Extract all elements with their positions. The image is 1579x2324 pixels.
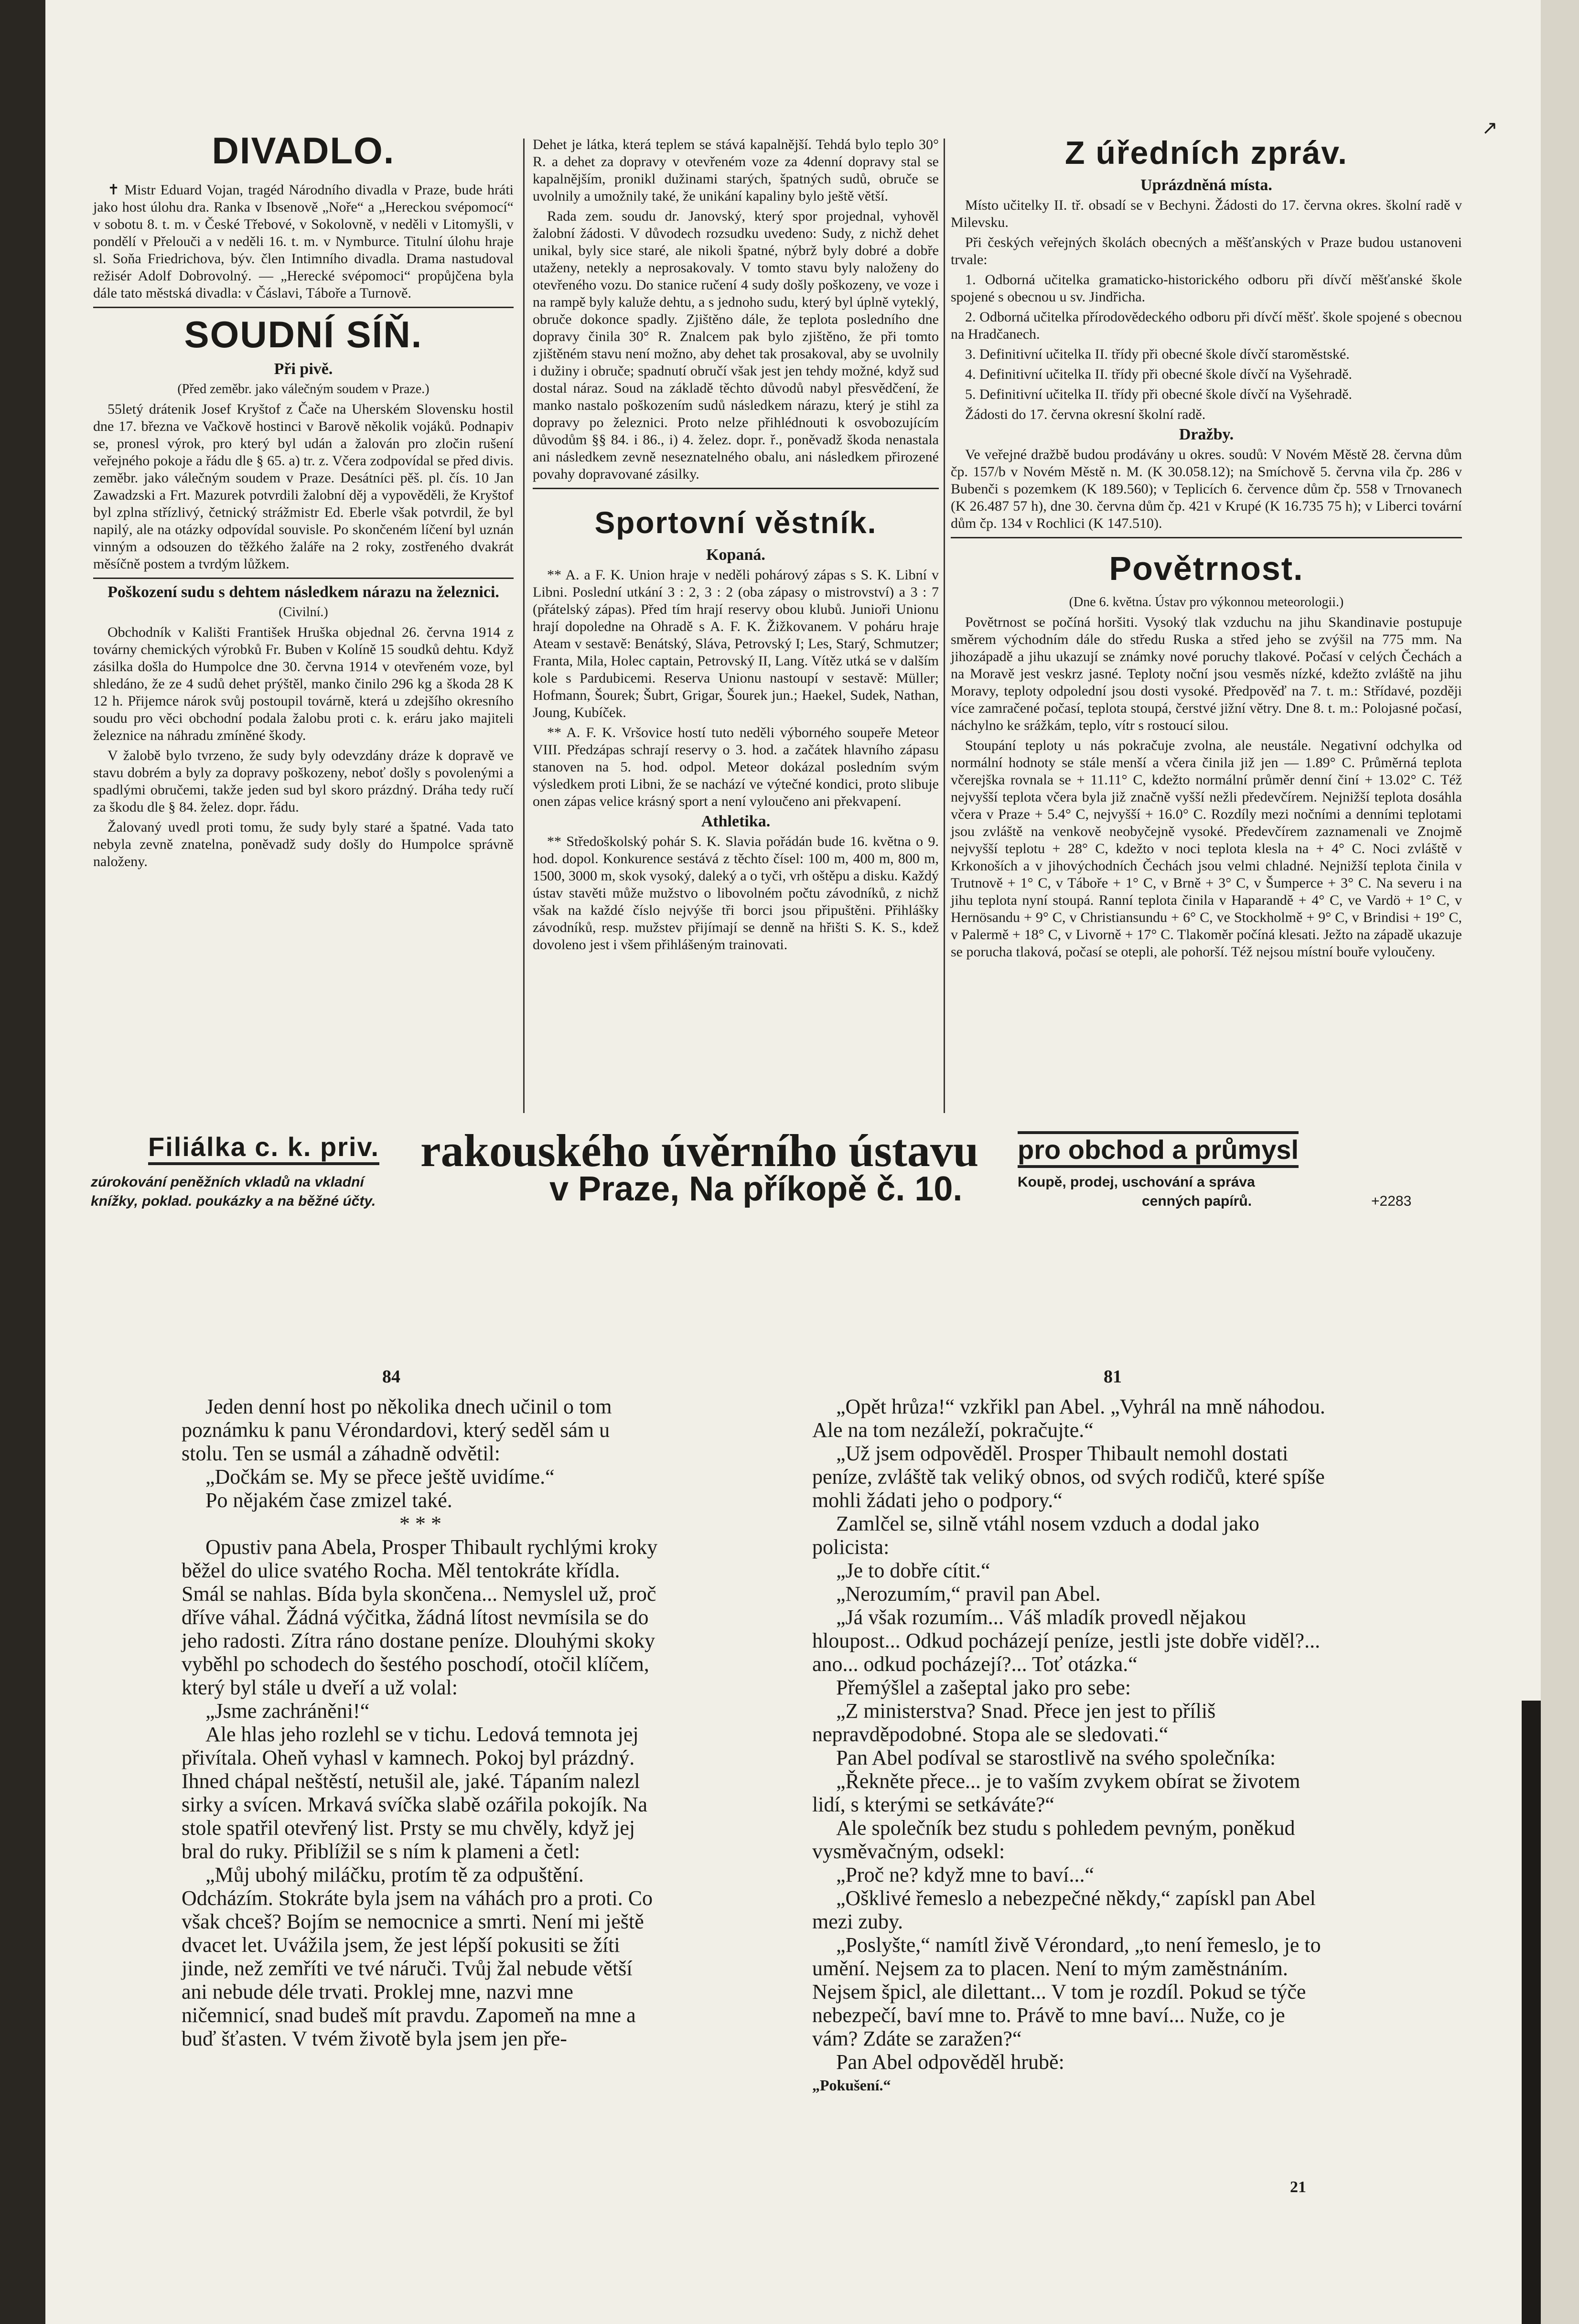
paragraph: „Opět hrůza!“ vzkřikl pan Abel. „Vyhrál na mně náhodou. Ale na tom nezáleží, pokračujte.“	[812, 1395, 1325, 1442]
newspaper-column-1	[93, 129, 514, 873]
paragraph: Zamlčel se, silně vtáhl nosem vzduch a dodal jako policista:	[812, 1512, 1259, 1559]
article-body: ** A. F. K. Vršovice hostí tuto neděli výborného soupeře Meteor VIII. Předzápas schrají reservy o 3. hod. a začátek hlavního zápasu stanoven na 5. hod. odpol. Meteor dokázal posledním svým výsledkem proti Libni, že se nachází ve výtečné kondici, proto slibuje onen zápas velice krásný sport a není vyloučeno ani překvapení.	[533, 725, 939, 809]
article-body: Při českých veřejných školách obecných a měšťanských v Praze budou ustanoveni trvale:	[951, 235, 1462, 268]
sportovni-vestnik-heading: Sportovní věstník.	[594, 505, 877, 540]
article-subtitle: (Před zeměbr. jako válečným soudem v Praze.)	[177, 382, 430, 396]
article-body: Obchodník v Kališti František Hruška objednal 26. června 1914 z továrny chemických výrobků Fr. Buben v Kolíně 15 soudků dehtu. Když zásilka došla do Humpolce dne 30. června 1914 v otevřeném voze, byl shledáno, že ze 4 sudů dehet prýštěl, manko činilo 296 kg a škoda 28 K 12 h. Přijemce nárok svůj postoupil továrně, která u zdejšího okresního soudu pro věci obchodní podala žalobu proti c. k. eráru jako majiteli železnice na náhradu zmíněné škody.	[93, 624, 514, 743]
section-title: Kopaná.	[706, 546, 765, 564]
scan-dark-strip	[1522, 1701, 1541, 2324]
column-divider	[944, 139, 945, 1113]
divider	[533, 488, 939, 489]
paragraph: „Nerozumím,“ pravil pan Abel.	[836, 1582, 1101, 1606]
uredni-zpravy-heading: Z úředních zpráv.	[1065, 135, 1348, 171]
divider	[951, 537, 1462, 538]
paragraph: „Proč ne? když mne to baví...“	[836, 1863, 1095, 1886]
scan-right-edge	[1541, 0, 1579, 2324]
paragraph: „Ošklivé řemeslo a nebezpečné někdy,“ zapískl pan Abel mezi zuby.	[812, 1886, 1316, 1933]
column-divider	[523, 139, 525, 1113]
soudni-sin-heading: SOUDNÍ SÍŇ.	[184, 313, 423, 355]
ad-filialka: Filiálka c. k. priv.	[148, 1131, 379, 1165]
paragraph: Ale společník bez studu s pohledem pevným, poněkud vysměvačným, odsekl:	[812, 1816, 1295, 1863]
article-body: 55letý drátenik Josef Kryštof z Čače na Uherském Slovensku hostil dne 17. března ve Vačkově hostinci v Barově několik vojáků. Podnapiv se, pronesl výrok, pro který byl udán a žalován pro zločin rušení veřejného pokoje a řádu dle § 65. a) tr. z. Včera zodpovídal se před divis. zeměbr. jako válečným soudem v Praze. Desátníci pěš. pl. čís. 10 Jan Zawadzski a Frt. Mazurek potvrdili žalobní děj a vypověděli, že Kryštof byl zplna střízlivý, četnický strážmistr Ed. Eberle však potvrdil, že byl napilý, ale na otázky odpovídal souvisle. Po skončeném líčení byl uznán vinným a odsouzen do těžkého žaláře na 2 roky, zostřeného dvakrát měsíčně postem a tvrdým lůžkem.	[93, 401, 514, 572]
paragraph: „Já však rozumím... Váš mladík provedl nějakou hloupost... Odkud pocházejí peníze, jestli jste dobře viděl?... ano... odkud pocházejí?... Toť otázka.“	[812, 1606, 1321, 1676]
article-body: 1. Odborná učitelka gramaticko-historického odboru při dívčí měšťanské škole spojené s obecnou u sv. Jindřicha.	[951, 272, 1462, 305]
paragraph: „Můj ubohý miláčku, protím tě za odpuštění. Odcházím. Stokráte byla jsem na váhách pro a proti. Co však chceš? Bojím se nemocnice a smrti. Není mi ještě dvacet let. Uvážila jsem, že jest lépší pokusiti se žíti jinde, než zemříti ve tvé náruči. Tvůj žal nebude větší ani nebude déle trvati. Proklej mne, nazvi mne ničemnicí, snad budeš mít pravdu. Zapomeň na mne a buď šťasten. V tvém životě byla jsem jen pře-	[182, 1863, 653, 2050]
book-page-number-left: 84	[382, 1367, 400, 1387]
article-body: Povětrnost se počíná horšiti. Vysoký tlak vzduchu na jihu Skandinavie postupuje směrem východním dále do středu Ruska a střed jeho se zvýšil na 775 mm. Na jihozápadě a jihu ukazují se známky nové poruchy tlakové. Počasí v celých Čechách a na Moravě jest veskrz jasné. Teploty noční jsou vesměs nízké, kdežto zvláště na jihu Moravy, teploty odpolední jsou dosti vysoké. Předpověď na 7. t. m.: Střídavé, později více zamračené počasí, teplota stoupá, čerstvé jižní větry. Dne 8. t. m.: Polojasné počasí, náchylno ke srážkám, teplo, vítr s rostoucí silou.	[951, 614, 1462, 733]
book-page-left	[182, 1395, 659, 2050]
ad-address: v Praze, Na příkopě č. 10.	[549, 1170, 963, 1208]
paragraph: Po nějakém čase zmizel také.	[205, 1489, 452, 1512]
article-body: Dehet je látka, která teplem se stává kapalnější. Tehdá bylo teplo 30° R. a dehet za dopravy v otevřeném voze za 4denní dopravy stal se kapalnějším, pronikl dužinami starých, špatných sudů, obruče se uvolnily a umožnily také, že unikání kapaliny bylo ještě větší.	[533, 137, 939, 204]
paragraph: Přemýšlel a zašeptal jako pro sebe:	[836, 1676, 1131, 1699]
article-body: 4. Definitivní učitelka II. třídy při obecné škole dívčí na Vyšehradě.	[965, 366, 1353, 382]
ad-bank-name: rakouského úvěrního ústavu	[420, 1125, 979, 1176]
divider	[93, 307, 514, 308]
paragraph: „Řekněte přece... je to vaším zvykem obírat se životem lidí, s kterými se setkáváte?“	[812, 1769, 1300, 1816]
povetrnost-heading: Povětrnost.	[1109, 550, 1304, 587]
article-title: Při pivě.	[274, 360, 333, 378]
section-break: * * *	[399, 1512, 441, 1535]
paragraph: „Už jsem odpověděl. Prosper Thibault nemohl dostati peníze, zvláště tak veliký obnos, od svých rodičů, které spíše mohli žádati jeho o podpory.“	[812, 1442, 1325, 1512]
article-body: Stoupání teploty u nás pokračuje zvolna, ale neustále. Negativní odchylka od normální hodnoty se stále menší a včera činila již jen — 1.89° C. Průměrná teplota včerejška rovnala se + 11.11° C, kdežto normální průměr denní činí + 13.02° C. Též nejvyšší teplota včera byla již značně vyšší nežli předevčírem. Nejnižší teplota dosáhla včera v Praze + 5.4° C, nejvyšší + 16.0° C. Rozdíly mezi nočními a denními teplotami jsou zvláště na venkově neobyčejně vysoké. Předevčírem zaznamenali ve Znojmě nejvyšší teplotu + 28° C, kdežto v noci teplota klesla na + 4° C. Noci zvláště v Krkonoších a v jihovýchodních Čechách jsou velmi chladné. Nejnižší teplota činila v Trutnově + 1° C, v Táboře + 1° C, v Brně + 3° C, v Šumperce + 3° C. Na severu i na jihu teplota nyní stoupá. Ranní teplota činila v Haparandě + 4° C, ve Vardö + 1° C, v Hernösandu + 9° C, v Christiansundu + 6° C, ve Stockholmě + 9° C, v Brindisi + 19° C, v Palermě + 18° C, v Livorně + 17° C. Tlakoměr počíná klesati. Ježto na západě ukazuje se porucha tlaková, počasí se otepli, ale pohorší. Též nejsou místní bouře vyloučeny.	[951, 738, 1462, 960]
paragraph: „Je to dobře cítit.“	[836, 1559, 990, 1582]
article-body: 5. Definitivní učitelka II. třídy při obecné škole dívčí na Vyšehradě.	[965, 386, 1353, 402]
scan-left-edge	[0, 0, 45, 2324]
article-body: V žalobě bylo tvrzeno, že sudy byly odevzdány dráze k dopravě ve stavu dobrém a byly za dopravy poškozeny, neboť došly s povolenými a spadlými obručemi, takže jeden sud byl skoro prázdný. Dráha tedy ručí za škodu dle § 84. želez. dopr. řádu.	[93, 748, 514, 815]
newspaper-column-2	[533, 136, 939, 956]
bank-advertisement	[91, 1122, 1462, 1255]
ad-services-line-2: knížky, poklad. poukázky a na běžné účty.	[91, 1193, 376, 1209]
paragraph: „Dočkám se. My se přece ještě uvidíme.“	[205, 1465, 555, 1489]
paragraph: „Poslyšte,“ namítl živě Vérondard, „to není řemeslo, je to umění. Nejsem za to placen. Není to mým zaměstnáním. Nejsem špicl, ale dilettant... V tom je rozdíl. Pokud se týče nebezpečí, baví mne to. Právě to mne baví... Nuže, co je vám? Zdáte se zaražen?“	[812, 1933, 1321, 2050]
divadlo-article: ✝ Mistr Eduard Vojan, tragéd Národního divadla v Praze, bude hráti jako host úlohu dra. Ranka v Ibsenově „Noře“ a „Hereckou svépomocí“ v sobotu 8. t. m. v České Třebové, v Sokolovně, v neděli v Litomyšli, v pondělí v Přelouči a v neděli 16. t. m. v Nymburce. Titulní úlohu hraje sl. Soňa Friedrichova, býv. člen Intimního divadla. Drama nastudoval režisér Adolf Dobrovolný. — „Herecké svépomoci“ propůjčena byla dále tato městská divadla: v Čáslavi, Táboře a Turnově.	[93, 182, 514, 301]
article-body: Ve veřejné dražbě budou prodávány u okres. soudů: V Novém Městě 28. června dům čp. 157/b v Novém Městě n. M. (K 30.058.12); na Smíchově 5. června vila čp. 286 v Bubenči s pozemkem (K 189.560); v Teplicích 6. července dům čp. 558 v Trnovanech (K 26.487 57 h), dne 30. června dům čp. 421 v Krupé (K 16.735 75 h); v Liberci tovární dům čp. 134 v Rochlici (K 147.510).	[951, 447, 1462, 531]
article-body: Místo učitelky II. tř. obsadí se v Bechyni. Žádosti do 17. června okres. školní radě v Milevsku.	[951, 197, 1462, 230]
ad-code: +2283	[1371, 1193, 1412, 1209]
section-title: Dražby.	[1179, 426, 1234, 443]
article-title: Poškození sudu s dehtem následkem nárazu na železnici.	[107, 583, 499, 601]
book-footer-number: 21	[1290, 2178, 1306, 2196]
paragraph: „Jsme zachráněni!“	[205, 1699, 370, 1723]
ad-securities-line-1: Koupě, prodej, uschování a správa	[1018, 1174, 1255, 1190]
article-body: ** Středoškolský pohár S. K. Slavia pořádán bude 16. května o 9. hod. dopol. Konkurence sestává z těchto čísel: 100 m, 400 m, 800 m, 1500, 3000 m, skok vysoký, daleký a o tyči, vrh oštěpu a disku. Každý ústav stavěti může mužstvo o libovolném počtu závodníků, z nichž však na každé číslo nejvýše tři borci jsou připuštěni. Přihlášky závodníků, resp. mužstev přijímají se denně na hřišti S. K. S., kdež dovoleno jest i všem přihlášeným trainovati.	[533, 834, 939, 953]
paragraph: Opustiv pana Abela, Prosper Thibault rychlými kroky běžel do ulice svatého Rocha. Měl tentokráte křídla. Smál se nahlas. Bída byla skončena... Nemyslel už, proč dříve váhal. Žádná výčitka, žádná lítost nevmísila se do jeho radosti. Zítra ráno dostane peníze. Dlouhými skoky vyběhl po schodech do šestého poschodí, otočil klíčem, který byl stále u dveří a už volal:	[182, 1535, 658, 1699]
section-title: Uprázdněná místa.	[1140, 176, 1272, 194]
section-title: Athletika.	[701, 813, 771, 830]
article-body: Rada zem. soudu dr. Janovský, který spor projednal, vyhověl žalobní žádosti. V důvodech rozsudku uvedeno: Sudy, z nichž dehet unikal, byly sice staré, ale nikoli špatné, nýbrž byly dobré a dobře utaženy, netekly a neprosakovaly. V tomto stavu byly naloženy do otevřeného vozu. Do stanice ručení 4 sudy došly poškozeny, ve voze i na rampě byly kaluže dehtu, a s jednoho sudu, který byl úplně vyteklý, obruče dokonce spadly. Zjištěno dále, že teplota posledního dne dopravy činila 30° R. Znalcem pak bylo zjištěno, že při tomto zjištěném stavu není možno, aby dehet tak prosakoval, aby se uvolnily i dužiny i obruče; spadnutí obručí však jest jen tehdy možné, když sud dostal náraz. Soud na základě těchto důvodů nabyl přesvědčení, že manko nastalo poškozením sudů následkem nárazu, který je stihl za dopravy po železnici. Proto nelze přihlédnouti k osvobozujícím důvodům §§ 84. i 86., i) 4. želez. dopr. ř., poněvadž škoda nenastala ani následkem zevně neseznatelného obalu, ani následkem přirozené povahy dopravované zásilky.	[533, 208, 939, 482]
article-body: ** A. a F. K. Union hraje v neděli pohárový zápas s S. K. Libní v Libni. Poslední utkání 3 : 2, 3 : 2 (oba zápasy o mistrovství) a 3 : 7 (přátelský zápas). Před tím hrají reservy obou klubů. Junioři Unionu hrají dopoledne na Ohradě s A. F. K. Žižkovanem. V poháru hraje Ateam v sestavě: Benátský, Sláva, Petrovský I; Les, Starý, Schmutzer; Franta, Mila, Holec captain, Petrovský II, Lang. Vítěz utká se v dalším kole s Pardubicemi. Reserva Unionu nastoupí v sestavě: Müller; Hofmann, Šourek; Šubrt, Grigar, Šourek jun.; Haekel, Sudek, Nathan, Joung, Kubíček.	[533, 567, 939, 720]
article-subtitle: (Civilní.)	[279, 605, 328, 620]
article-body: Žalovaný uvedl proti tomu, že sudy byly staré a špatné. Vada tato nebyla zevně znatelna, poněvadž sudy došly do Humpolce správně naloženy.	[93, 819, 514, 869]
book-page-number-right: 81	[1104, 1367, 1122, 1387]
article-body: 3. Definitivní učitelka II. třídy při obecné škole dívčí staroměstské.	[965, 346, 1350, 362]
article-body: 2. Odborná učitelka přírodovědeckého odboru při dívčí měšť. škole spojené s obecnou na Hradčanech.	[951, 309, 1462, 342]
ad-services-line-1: zúrokování peněžních vkladů na vkladní	[91, 1174, 364, 1190]
article-subtitle: (Dne 6. května. Ústav pro výkonnou meteorologii.)	[1069, 595, 1344, 610]
divadlo-heading: DIVADLO.	[212, 129, 395, 171]
article-body: Žádosti do 17. června okresní školní radě.	[965, 407, 1206, 422]
paragraph: Pan Abel podíval se starostlivě na svého společníka:	[836, 1746, 1276, 1769]
newspaper-column-3	[951, 134, 1462, 964]
paragraph: Pan Abel odpověděl hrubě:	[836, 2050, 1064, 2074]
scan-mark-icon: ↗	[1482, 117, 1498, 139]
book-footer-title: „Pokušení.“	[812, 2077, 891, 2094]
divider	[93, 578, 514, 579]
paragraph: „Z ministerstva? Snad. Přece jen jest to příliš nepravděpodobné. Stopa ale se sledovati.“	[812, 1699, 1216, 1746]
paragraph: Ale hlas jeho rozlehl se v tichu. Ledová temnota jej přivítala. Oheň vyhasl v kamnech. Pokoj byl prázdný. Ihned chápal neštěstí, netušil ale, jaké. Tápaním nalezl sirky a svícen. Mrkavá svíčka slabě ozářila pokojík. Na stole spatřil otevřený list. Prsty se mu chvěly, když jej bral do ruky. Přiblížil se s ním k plameni a četl:	[182, 1723, 648, 1863]
book-page-right	[812, 1395, 1328, 2097]
ad-securities-line-2: cenných papírů.	[1142, 1193, 1252, 1209]
ad-obchod: pro obchod a průmysl	[1018, 1131, 1299, 1168]
paragraph: Jeden denní host po několika dnech učinil o tom poznámku k panu Vérondardovi, který seděl sám u stolu. Ten se usmál a záhadně odvětil:	[182, 1395, 612, 1465]
